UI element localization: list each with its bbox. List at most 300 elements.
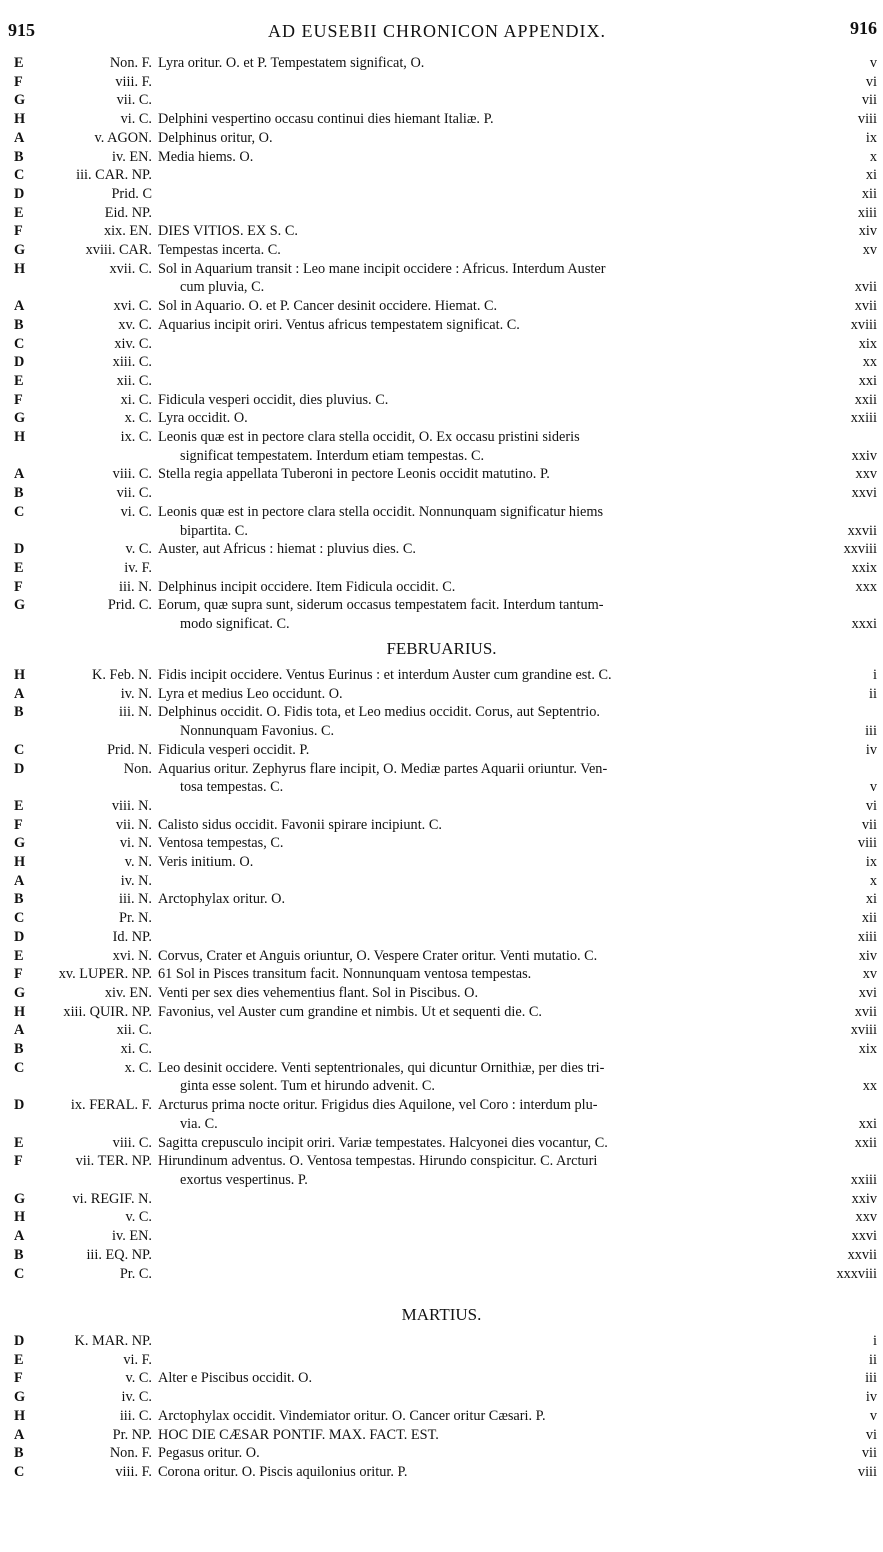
day-number: iii — [865, 723, 877, 740]
roman-date: xvi. C. — [113, 298, 152, 315]
entry-text — [158, 1003, 825, 1022]
day-number: v — [869, 55, 877, 71]
roman-date: Id. NP. — [112, 928, 152, 945]
dominical-letter: F — [14, 966, 23, 983]
dominical-letter: A — [14, 1228, 25, 1245]
entry-text-line: Arctophylax oritur. O. — [158, 891, 286, 908]
calendar-entry — [0, 166, 883, 185]
day-number: xxvii — [847, 522, 877, 539]
dominical-letter: G — [14, 92, 26, 109]
entry-text-continuation: ginta esse solent. Tum et hirundo advenit. C. — [180, 1078, 435, 1095]
dominical-letter: F — [14, 578, 23, 595]
dominical-letter: D — [14, 354, 25, 371]
calendar-entry — [0, 1444, 883, 1463]
roman-date: iv. N. — [120, 872, 152, 889]
calendar-entry — [0, 1040, 883, 1059]
entry-text-line: Leonis quæ est in pectore clara stella occidit. Nonnunquam significatur hiems — [158, 503, 604, 520]
entry-text — [158, 853, 825, 872]
day-number: xii — [861, 185, 877, 202]
entry-text-line: Tempestas incerta. C. — [158, 242, 281, 259]
roman-date: Prid. C. — [107, 597, 152, 614]
entry-text — [158, 816, 825, 835]
dominical-letter: B — [14, 891, 24, 908]
day-number: xxiii — [850, 410, 877, 427]
entry-text-line: HOC DIE CÆSAR PONTIF. MAX. FACT. EST. — [158, 1426, 439, 1443]
dominical-letter: F — [14, 816, 23, 833]
entry-text — [158, 1134, 825, 1153]
roman-date: viii. C. — [112, 466, 152, 483]
calendar-entry — [0, 965, 883, 984]
roman-date: v. C. — [125, 1209, 152, 1226]
calendar-entry — [0, 1246, 883, 1265]
day-number: xxiv — [851, 447, 877, 464]
entry-text-line: Stella regia appellata Tuberoni in pectore Leonis occidit matutino. P. — [158, 466, 550, 483]
dominical-letter: H — [14, 111, 26, 128]
day-number: vii — [861, 1445, 877, 1462]
roman-date: xv. C. — [118, 316, 152, 333]
calendar-entry — [0, 409, 883, 428]
day-number: viii — [857, 111, 877, 128]
day-number: xxi — [858, 372, 877, 389]
dominical-letter: E — [14, 797, 24, 814]
roman-date: xii. C. — [116, 372, 152, 389]
day-number: viii — [857, 1463, 877, 1480]
entry-text — [158, 185, 825, 204]
entry-text — [158, 1388, 825, 1407]
roman-date: Pr. NP. — [112, 1426, 152, 1443]
calendar-entry — [0, 928, 883, 947]
calendar-entry — [0, 1021, 883, 1040]
entry-text — [158, 1190, 825, 1209]
entry-text-line: Delphinus occidit. O. Fidis tota, et Leo medius occidit. Corus, aut Septentrio. — [158, 704, 600, 721]
entry-text — [158, 760, 825, 797]
calendar-entry — [0, 540, 883, 559]
calendar-entry — [0, 1351, 883, 1370]
entry-text-line: Fidicula vesperi occidit, dies pluvius. C. — [158, 391, 389, 408]
day-number: xxix — [851, 559, 877, 576]
calendar-entry — [0, 297, 883, 316]
roman-date: xiv. C. — [114, 335, 152, 352]
roman-date: xiii. C. — [112, 354, 152, 371]
calendar-entry — [0, 1369, 883, 1388]
day-number: viii — [857, 835, 877, 852]
entry-text — [158, 391, 825, 410]
dominical-letter: G — [14, 835, 26, 852]
entry-text-line: Veris initium. O. — [158, 854, 254, 871]
entry-text — [158, 73, 825, 92]
calendar-entry — [0, 129, 883, 148]
entry-text — [158, 465, 825, 484]
dominical-letter: B — [14, 704, 24, 721]
entry-text — [158, 148, 825, 167]
entry-text-line: Ventosa tempestas, C. — [158, 835, 284, 852]
day-number: xxviii — [843, 541, 877, 558]
january-section — [0, 54, 883, 634]
calendar-entry — [0, 909, 883, 928]
entry-text — [158, 703, 825, 740]
entry-text-line: Arcturus prima nocte oritur. Frigidus dies Aquilone, vel Coro : interdum plu- — [158, 1097, 598, 1114]
day-number: xxv — [855, 466, 877, 483]
dominical-letter: B — [14, 316, 24, 333]
dominical-letter: A — [14, 298, 25, 315]
day-number: xxvi — [851, 485, 877, 502]
entry-text — [158, 1021, 825, 1040]
calendar-entry — [0, 853, 883, 872]
roman-date: iii. N. — [119, 578, 152, 595]
entry-text — [158, 54, 825, 73]
entry-text — [158, 909, 825, 928]
dominical-letter: C — [14, 335, 25, 352]
dominical-letter: A — [14, 129, 25, 146]
month-heading-february: FEBRUARIUS. — [386, 639, 497, 658]
day-number: xviii — [850, 1022, 877, 1039]
day-number: xxxi — [851, 616, 877, 633]
entry-text — [158, 890, 825, 909]
roman-date: iv. EN. — [112, 148, 152, 165]
dominical-letter: D — [14, 541, 25, 558]
roman-date: iv. C. — [121, 1389, 152, 1406]
entry-text — [158, 1208, 825, 1227]
dominical-letter: H — [14, 429, 26, 446]
roman-date: xiv. EN. — [104, 984, 152, 1001]
calendar-entry — [0, 222, 883, 241]
calendar-entry — [0, 91, 883, 110]
calendar-entry — [0, 1190, 883, 1209]
roman-date: Non. — [123, 760, 152, 777]
dominical-letter: H — [14, 1003, 26, 1020]
calendar-entry — [0, 335, 883, 354]
day-number: x — [869, 872, 877, 889]
entry-text-continuation: via. C. — [180, 1115, 218, 1132]
calendar-entry — [0, 204, 883, 223]
calendar-entry — [0, 559, 883, 578]
dominical-letter: D — [14, 185, 25, 202]
day-number: xvii — [854, 279, 877, 296]
roman-date: xix. EN. — [103, 223, 152, 240]
dominical-letter: G — [14, 1190, 26, 1207]
roman-date: viii. F. — [115, 1463, 152, 1480]
entry-text — [158, 1332, 825, 1351]
calendar-entry — [0, 185, 883, 204]
entry-text — [158, 1152, 825, 1189]
calendar-entry — [0, 1227, 883, 1246]
day-number: vii — [861, 92, 877, 109]
entry-text — [158, 204, 825, 223]
day-number: xvi — [858, 984, 877, 1001]
day-number: xxiii — [850, 1171, 877, 1188]
calendar-entry — [0, 760, 883, 797]
roman-date: viii. C. — [112, 1134, 152, 1151]
roman-date: viii. F. — [115, 73, 152, 90]
entry-text — [158, 503, 825, 540]
dominical-letter: B — [14, 1246, 24, 1263]
dominical-letter: B — [14, 148, 24, 165]
roman-date: xvii. C. — [109, 260, 152, 277]
entry-text-line: DIES VITIOS. EX S. C. — [158, 223, 298, 240]
dominical-letter: C — [14, 503, 25, 520]
entry-text-continuation: significat tempestatem. Interdum etiam tempestas. C. — [180, 447, 485, 464]
day-number: xv — [862, 242, 877, 259]
entry-text — [158, 335, 825, 354]
calendar-entry — [0, 1208, 883, 1227]
roman-date: x. C. — [124, 410, 152, 427]
calendar-entry — [0, 465, 883, 484]
roman-date: xvi. N. — [112, 947, 152, 964]
entry-text — [158, 1426, 825, 1445]
right-page-number: 916 — [850, 18, 877, 38]
roman-date: Pr. N. — [119, 910, 152, 927]
entry-text — [158, 297, 825, 316]
roman-date: xviii. CAR. — [85, 242, 152, 259]
calendar-entry — [0, 666, 883, 685]
entry-text — [158, 91, 825, 110]
day-number: v — [869, 1407, 877, 1424]
calendar-entry — [0, 428, 883, 465]
roman-date: iii. C. — [119, 1407, 152, 1424]
dominical-letter: A — [14, 1426, 25, 1443]
calendar-entry — [0, 1152, 883, 1189]
dominical-letter: B — [14, 485, 24, 502]
entry-text — [158, 372, 825, 391]
dominical-letter: F — [14, 1153, 23, 1170]
entry-text — [158, 484, 825, 503]
entry-text-continuation: Nonnunquam Favonius. C. — [180, 723, 335, 740]
calendar-entry — [0, 596, 883, 633]
entry-text — [158, 666, 825, 685]
entry-text — [158, 409, 825, 428]
entry-text-line: Sagitta crepusculo incipit oriri. Variæ tempestates. Halcyonei dies vocantur, C. — [158, 1134, 608, 1151]
roman-date: Pr. C. — [119, 1265, 152, 1282]
entry-text — [158, 260, 825, 297]
roman-date: vi. C. — [120, 503, 152, 520]
roman-date: Prid. N. — [107, 741, 152, 758]
day-number: iv — [865, 741, 877, 758]
dominical-letter: F — [14, 223, 23, 240]
calendar-entries-january — [0, 54, 883, 634]
day-number: xiii — [857, 928, 877, 945]
day-number: vi — [865, 1426, 877, 1443]
day-number: xi — [865, 891, 877, 908]
entry-text-line: Lyra oritur. O. et P. Tempestatem significat, O. — [158, 55, 425, 71]
dominical-letter: C — [14, 1059, 25, 1076]
roman-date: vii. N. — [115, 816, 152, 833]
entry-text-line: Leo desinit occidere. Venti septentrionales, qui dicuntur Ornithiæ, per dies tri- — [158, 1059, 605, 1076]
february-section — [0, 632, 883, 1283]
roman-date: ix. FERAL. F. — [70, 1097, 152, 1114]
roman-date: iii. N. — [119, 891, 152, 908]
entry-text — [158, 834, 825, 853]
calendar-entry — [0, 391, 883, 410]
entry-text-line: Favonius, vel Auster cum grandine et nimbis. Ut et sequenti die. C. — [158, 1003, 542, 1020]
calendar-entry — [0, 372, 883, 391]
calendar-entry — [0, 1463, 883, 1482]
calendar-entry — [0, 353, 883, 372]
calendar-entry — [0, 703, 883, 740]
dominical-letter: E — [14, 559, 24, 576]
entry-text-line: Sol in Aquario. O. et P. Cancer desinit occidere. Hiemat. C. — [158, 298, 498, 315]
dominical-letter: F — [14, 391, 23, 408]
entry-text — [158, 1265, 825, 1284]
dominical-letter: A — [14, 685, 25, 702]
entry-text — [158, 596, 825, 633]
calendar-entries-february — [0, 666, 883, 1283]
entry-text-continuation: exortus vespertinus. P. — [180, 1171, 308, 1188]
dominical-letter: C — [14, 910, 25, 927]
day-number: vi — [865, 73, 877, 90]
dominical-letter: H — [14, 667, 26, 683]
dominical-letter: F — [14, 73, 23, 90]
day-number: xv — [862, 966, 877, 983]
day-number: ii — [869, 1351, 877, 1368]
roman-date: x. C. — [124, 1059, 152, 1076]
roman-date: vi. C. — [120, 111, 152, 128]
entry-text-line: Pegasus oritur. O. — [158, 1445, 260, 1462]
calendar-entry — [0, 241, 883, 260]
roman-date: vi. F. — [123, 1351, 152, 1368]
day-number: xix — [858, 1041, 877, 1058]
day-number: xvii — [854, 298, 877, 315]
dominical-letter: G — [14, 597, 26, 614]
day-number: xxx — [855, 578, 877, 595]
entry-text — [158, 965, 825, 984]
dominical-letter: B — [14, 1041, 24, 1058]
entry-text — [158, 428, 825, 465]
roman-date: Non. F. — [109, 1445, 152, 1462]
entry-text — [158, 1096, 825, 1133]
day-number: xix — [858, 335, 877, 352]
entry-text — [158, 110, 825, 129]
calendar-entry — [0, 1426, 883, 1445]
calendar-entry — [0, 685, 883, 704]
dominical-letter: C — [14, 167, 25, 184]
entry-text — [158, 1351, 825, 1370]
roman-date: viii. N. — [111, 797, 152, 814]
day-number: ix — [865, 854, 877, 871]
entry-text — [158, 984, 825, 1003]
dominical-letter: E — [14, 947, 24, 964]
calendar-entry — [0, 110, 883, 129]
day-number: ii — [869, 685, 877, 702]
roman-date: v. C. — [125, 541, 152, 558]
dominical-letter: G — [14, 410, 26, 427]
day-number: iii — [865, 1370, 877, 1387]
calendar-entry — [0, 54, 883, 73]
calendar-entry — [0, 741, 883, 760]
dominical-letter: A — [14, 466, 25, 483]
entry-text-line: Aquarius oritur. Zephyrus flare incipit, O. Mediæ partes Aquarii oriuntur. Ven- — [158, 760, 608, 777]
calendar-entry — [0, 1265, 883, 1284]
day-number: i — [873, 667, 877, 683]
calendar-entry — [0, 1096, 883, 1133]
day-number: xxii — [854, 391, 877, 408]
entry-text-line: Leonis quæ est in pectore clara stella occidit, O. Ex occasu pristini sideris — [158, 429, 580, 446]
dominical-letter: H — [14, 1209, 26, 1226]
day-number: xxii — [854, 1134, 877, 1151]
entry-text — [158, 1227, 825, 1246]
entry-text-line: 61 Sol in Pisces transitum facit. Nonnunquam ventosa tempestas. — [158, 966, 532, 983]
roman-date: K. MAR. NP. — [74, 1333, 152, 1349]
day-number: xxi — [858, 1115, 877, 1132]
roman-date: xii. C. — [116, 1022, 152, 1039]
entry-text — [158, 741, 825, 760]
dominical-letter: H — [14, 854, 26, 871]
day-number: iv — [865, 1389, 877, 1406]
day-number: x — [869, 148, 877, 165]
roman-date: Prid. C — [111, 185, 152, 202]
month-heading-march: MARTIUS. — [401, 1305, 482, 1324]
dominical-letter: A — [14, 872, 25, 889]
entry-text — [158, 1246, 825, 1265]
dominical-letter: C — [14, 1265, 25, 1282]
calendar-entry — [0, 260, 883, 297]
dominical-letter: H — [14, 1407, 26, 1424]
day-number: xx — [862, 354, 877, 371]
entry-text — [158, 129, 825, 148]
roman-date: Non. F. — [109, 55, 152, 71]
calendar-entry — [0, 1407, 883, 1426]
entry-text — [158, 928, 825, 947]
entry-text — [158, 872, 825, 891]
day-number: xviii — [850, 316, 877, 333]
entry-text-line: Media hiems. O. — [158, 148, 254, 165]
day-number: xiii — [857, 204, 877, 221]
calendar-entry — [0, 834, 883, 853]
entry-text — [158, 1059, 825, 1096]
entry-text — [158, 241, 825, 260]
entry-text — [158, 559, 825, 578]
entry-text-continuation: tosa tempestas. C. — [180, 779, 284, 796]
entry-text-continuation: modo significat. C. — [180, 616, 290, 633]
entry-text-line: Calisto sidus occidit. Favonii spirare incipiunt. C. — [158, 816, 442, 833]
roman-date: vii. C. — [116, 485, 152, 502]
day-number: ix — [865, 129, 877, 146]
page-header — [0, 0, 883, 60]
dominical-letter: D — [14, 928, 25, 945]
dominical-letter: F — [14, 1370, 23, 1387]
entry-text-line: Auster, aut Africus : hiemat : pluvius dies. C. — [158, 541, 416, 558]
roman-date: xiii. QUIR. NP. — [63, 1003, 152, 1020]
day-number: xxv — [855, 1209, 877, 1226]
entry-text-line: Corona oritur. O. Piscis aquilonius oritur. P. — [158, 1463, 408, 1480]
entry-text — [158, 1040, 825, 1059]
calendar-entry — [0, 797, 883, 816]
day-number: xiv — [858, 947, 877, 964]
calendar-entry — [0, 148, 883, 167]
roman-date: iv. F. — [124, 559, 152, 576]
entry-text-line: Alter e Piscibus occidit. O. — [158, 1370, 313, 1387]
entry-text — [158, 685, 825, 704]
entry-text-line: Lyra occidit. O. — [158, 410, 248, 427]
roman-date: K. Feb. N. — [92, 667, 152, 683]
roman-date: iv. N. — [120, 685, 152, 702]
day-number: xii — [861, 910, 877, 927]
entry-text — [158, 353, 825, 372]
roman-date: v. N. — [124, 854, 152, 871]
day-number: vi — [865, 797, 877, 814]
entry-text — [158, 1444, 825, 1463]
entry-text-line: Hirundinum adventus. O. Ventosa tempestas. Hirundo conspicitur. C. Arcturi — [158, 1153, 598, 1170]
entry-text-line: Venti per sex dies vehementius flant. Sol in Piscibus. O. — [158, 984, 479, 1001]
dominical-letter: A — [14, 1022, 25, 1039]
roman-date: iii. EQ. NP. — [86, 1246, 152, 1263]
dominical-letter: D — [14, 1097, 25, 1114]
entry-text-line: Aquarius incipit oriri. Ventus africus tempestatem significat. C. — [158, 316, 520, 333]
dominical-letter: D — [14, 1333, 25, 1349]
entry-text-line: Lyra et medius Leo occidunt. O. — [158, 685, 343, 702]
dominical-letter: E — [14, 204, 24, 221]
calendar-entry — [0, 1059, 883, 1096]
roman-date: Eid. NP. — [104, 204, 152, 221]
